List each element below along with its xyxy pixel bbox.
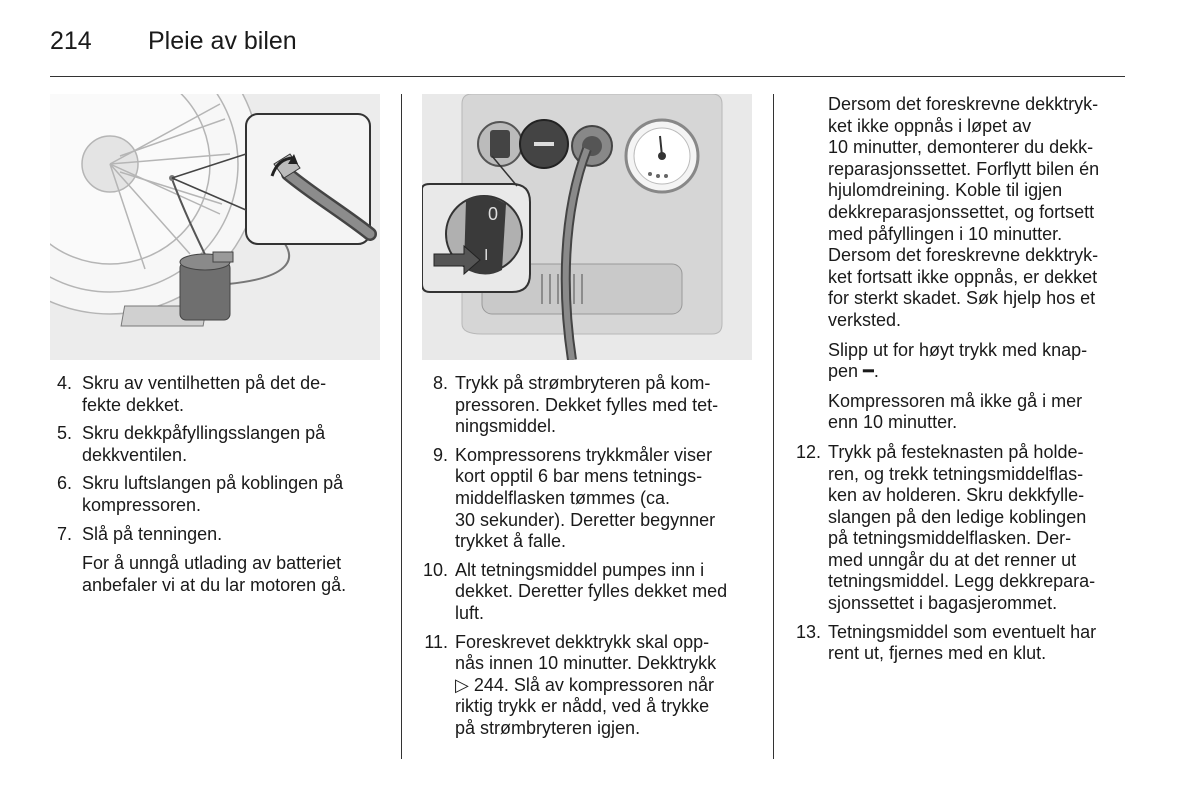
para-line: hjulomdreining. Koble til igjen bbox=[828, 180, 1063, 201]
step-number: 6. bbox=[56, 473, 72, 494]
para-line: ket fortsatt ikke oppnås, er dekket bbox=[828, 266, 1098, 287]
step-number: 4. bbox=[56, 373, 72, 393]
para-line: for sterkt skadet. Søk hjelp hos et bbox=[828, 288, 1096, 309]
para-line: Dersom det foreskrevne dekktryk- bbox=[828, 94, 1099, 114]
para-line-with-minus-button-icon: pen ━. bbox=[828, 361, 879, 382]
switch-off-label: 0 bbox=[488, 204, 499, 224]
step-line: riktig trykk er nådd, ved å trykke bbox=[455, 696, 710, 717]
step-line: Skru av ventilhetten på det de- bbox=[82, 373, 327, 393]
step-line: middelflasken tømmes (ca. bbox=[455, 487, 671, 508]
step-line: Trykk på festeknasten på holde- bbox=[828, 441, 1084, 462]
step-line: trykket å falle. bbox=[455, 531, 567, 552]
page-title: Pleie av bilen bbox=[148, 27, 297, 55]
step-line: dekket. Deretter fylles dekket med bbox=[455, 581, 728, 602]
step-line: sjonssettet i bagasjerommet. bbox=[828, 593, 1058, 614]
step-number: 8. bbox=[432, 373, 448, 393]
step-7 bbox=[50, 524, 380, 597]
step-line: Foreskrevet dekktrykk skal opp- bbox=[455, 631, 710, 652]
step-line: 30 sekunder). Deretter begynner bbox=[455, 509, 716, 530]
step-line: Tetningsmiddel som eventuelt har bbox=[828, 621, 1097, 642]
step-line: pressoren. Dekket fylles med tet- bbox=[455, 394, 719, 415]
column-3 bbox=[795, 94, 1130, 672]
para-line: reparasjonssettet. Forflytt bilen én bbox=[828, 158, 1100, 179]
step-line: slangen på den ledige koblingen bbox=[828, 506, 1087, 527]
step-number: 9. bbox=[432, 444, 448, 465]
step-line: ningsmiddel. bbox=[455, 416, 557, 437]
step-8 bbox=[422, 373, 752, 438]
step-line: nås innen 10 minutter. Dekktrykk bbox=[455, 653, 717, 674]
paragraph-time-limit bbox=[795, 391, 1130, 434]
step-line: kompressoren. bbox=[82, 494, 202, 515]
step-line: dekkventilen. bbox=[82, 444, 188, 465]
para-line: 10 minutter, demonterer du dekk- bbox=[828, 137, 1094, 158]
step-line: med unngår du at det renner ut bbox=[828, 549, 1077, 570]
step-9 bbox=[422, 445, 752, 553]
compressor-and-wheel-illustration bbox=[50, 94, 380, 360]
paragraph-pressure-not-reached bbox=[795, 94, 1130, 332]
compressor-switch-illustration bbox=[422, 94, 752, 360]
step-6 bbox=[50, 473, 380, 516]
switch-on-label: I bbox=[484, 247, 489, 264]
step-line: fekte dekket. bbox=[82, 394, 185, 415]
step-line: rent ut, fjernes med en klut. bbox=[828, 643, 1047, 664]
step-5 bbox=[50, 423, 380, 466]
step-number: 12. bbox=[795, 441, 821, 462]
para-line: ket ikke oppnås i løpet av bbox=[828, 115, 1032, 136]
step-10 bbox=[422, 560, 752, 625]
steps-list bbox=[422, 373, 752, 740]
para-line: Dersom det foreskrevne dekktryk- bbox=[828, 245, 1099, 266]
step-number: 13. bbox=[795, 621, 821, 642]
para-line: med påfyllingen i 10 minutter. bbox=[828, 223, 1063, 244]
page-header bbox=[50, 24, 1125, 77]
step-line: Alt tetningsmiddel pumpes inn i bbox=[455, 559, 705, 580]
page-number: 214 bbox=[50, 27, 92, 55]
steps-list bbox=[795, 442, 1130, 665]
paragraph-release-pressure bbox=[795, 340, 1130, 383]
step-11 bbox=[422, 632, 752, 740]
step-line: kort opptil 6 bar mens tetnings- bbox=[455, 466, 703, 487]
step-line: ken av holderen. Skru dekkfylle- bbox=[828, 485, 1085, 506]
step-line-with-page-reference: ▷ 244. Slå av kompressoren når bbox=[455, 674, 714, 695]
step-line: Trykk på strømbryteren på kom- bbox=[455, 373, 711, 393]
para-line: enn 10 minutter. bbox=[828, 412, 958, 433]
para-line: Slipp ut for høyt trykk med knap- bbox=[828, 339, 1088, 360]
steps-list bbox=[50, 373, 380, 596]
step-number: 5. bbox=[56, 423, 72, 444]
step-line: Slå på tenningen. bbox=[82, 523, 223, 544]
step-line: på tetningsmiddelflasken. Der- bbox=[828, 528, 1072, 549]
step-line: på strømbryteren igjen. bbox=[455, 717, 641, 738]
note-line: For å unngå utlading av batteriet bbox=[82, 553, 342, 574]
step-number: 7. bbox=[56, 523, 72, 544]
para-line: verksted. bbox=[828, 309, 902, 330]
step-4 bbox=[50, 373, 380, 416]
step-number: 11. bbox=[424, 631, 448, 652]
column-1 bbox=[50, 94, 380, 603]
para-line: Kompressoren må ikke gå i mer bbox=[828, 390, 1083, 411]
column-2 bbox=[422, 94, 752, 747]
step-note bbox=[82, 553, 380, 596]
step-line: luft. bbox=[455, 602, 485, 623]
step-13 bbox=[795, 622, 1130, 665]
column-divider bbox=[773, 94, 774, 759]
step-12 bbox=[795, 442, 1130, 615]
step-line: Skru dekkpåfyllingsslangen på bbox=[82, 423, 326, 444]
para-line: dekkreparasjonssettet, og fortsett bbox=[828, 201, 1095, 222]
step-line: Kompressorens trykkmåler viser bbox=[455, 444, 713, 465]
step-line: ren, og trekk tetningsmiddelflas- bbox=[828, 463, 1084, 484]
step-line: tetningsmiddel. Legg dekkrepara- bbox=[828, 571, 1096, 592]
column-divider bbox=[401, 94, 402, 759]
note-line: anbefaler vi at du lar motoren gå. bbox=[82, 574, 347, 595]
step-line: Skru luftslangen på koblingen på bbox=[82, 473, 344, 494]
step-number: 10. bbox=[422, 559, 448, 580]
